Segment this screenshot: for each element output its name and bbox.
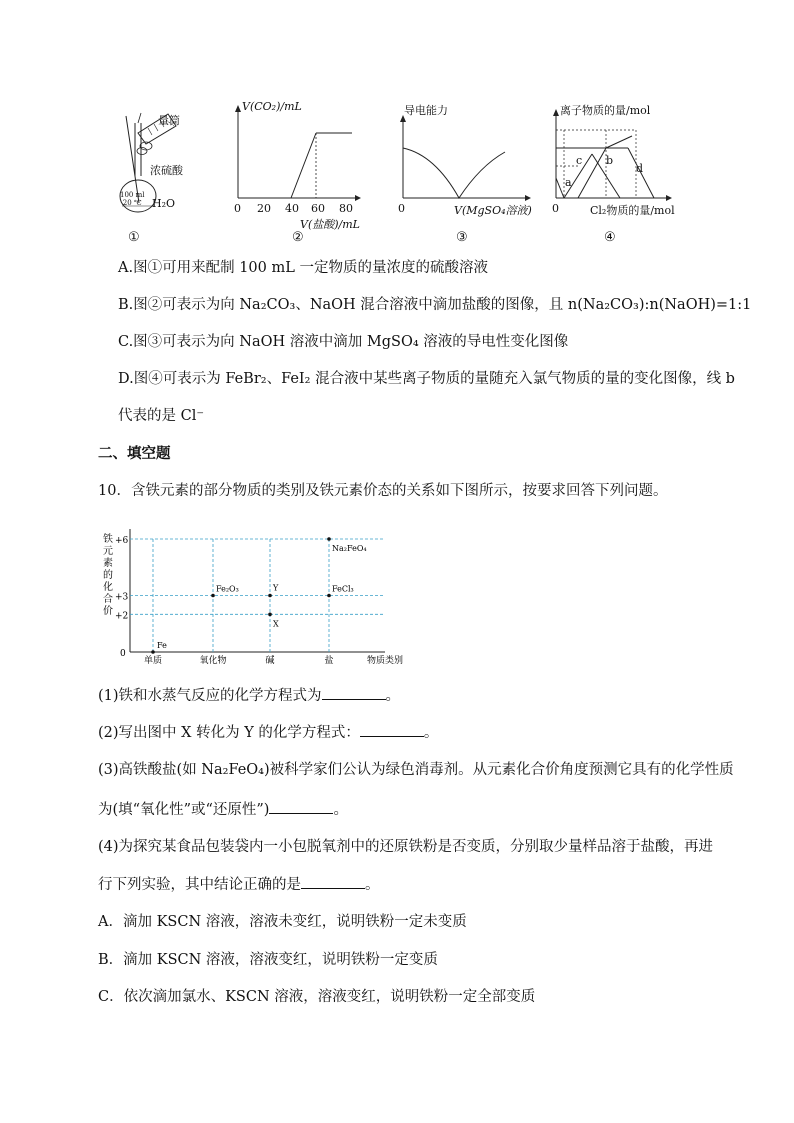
q10-part2-text: (2)写出图中 X 转化为 Y 的化学方程式： [98,725,360,741]
y-axis-label-char: 化 [103,582,113,593]
answer-blank-1[interactable] [322,685,386,700]
category-label: 碱 [265,656,275,666]
q10-option-b: B．滴加 KSCN 溶液，溶液变红，说明铁粉一定变质 [98,952,438,968]
fig2-xlabel: V(盐酸)/mL [300,218,360,231]
y-tick-label: +6 [115,536,129,546]
q10-part4-text: 行下列实验，其中结论正确的是 [98,877,301,893]
q10-part2: (2)写出图中 X 转化为 Y 的化学方程式： 。 [98,722,438,743]
point-label: Y [273,583,279,593]
q10-part3-line2: 为(填“氧化性”或“还原性”) 。 [98,799,348,820]
q10-part3-line1: (3)高铁酸盐(如 Na₂FeO₄)被科学家们公认为绿色消毒剂。从元素化合价角度预测它具有的化学性质 [98,762,734,778]
fig4-curve-a: a [565,176,572,189]
y-axis-label-char: 价 [103,606,113,617]
fig2-tick-80: 80 [339,202,353,215]
fig2-tick-0: 0 [234,202,241,215]
answer-blank-4[interactable] [301,874,365,889]
fig2-tick-60: 60 [311,202,325,215]
figure-number-4: ④ [604,230,616,245]
x-axis-label: 物质类别 [366,656,404,666]
category-label: 单质 [143,656,163,666]
fig4-origin: 0 [552,202,559,215]
point-label: FeCl₃ [332,584,354,594]
figure-number-1: ① [128,230,140,245]
y-axis-label-char: 的 [103,570,113,581]
point-label: Na₂FeO₄ [332,544,367,553]
answer-blank-2[interactable] [360,722,424,737]
fig2-ylabel: V(CO₂)/mL [242,100,302,113]
option-b-q9: B.图②可表示为向 Na₂CO₃、NaOH 混合溶液中滴加盐酸的图像，且 n(Na₂CO₃):n(NaOH)=1:1 [118,297,752,313]
fig1-flask-text: 100 ml 20 ℃ [120,191,145,207]
q10-valence-chart [95,522,415,667]
point-label: Fe [157,641,167,650]
q10-part1: (1)铁和水蒸气反应的化学方程式为 。 [98,685,400,706]
q10-option-a: A．滴加 KSCN 溶液，溶液未变红，说明铁粉一定未变质 [98,914,467,930]
option-d-q9-line2: 代表的是 Cl⁻ [118,408,204,424]
y-axis-label-char: 合 [103,594,113,605]
fig2-tick-40: 40 [285,202,299,215]
fig1-label-acid: 浓硫酸 [150,164,183,177]
y-axis-label-char: 素 [103,558,113,569]
option-c-q9: C.图③可表示为向 NaOH 溶液中滴加 MgSO₄ 溶液的导电性变化图像 [118,334,569,350]
y-axis-label-char: 铁 [103,534,113,545]
q10-part1-text: (1)铁和水蒸气反应的化学方程式为 [98,688,322,704]
data-point [268,594,272,598]
data-point [327,537,331,541]
data-point [268,613,272,617]
fig2-tick-20: 20 [257,202,271,215]
answer-blank-3[interactable] [269,799,333,814]
fig3-xlabel: V(MgSO₄溶液) [454,204,532,217]
fig4-ylabel: 离子物质的量/mol [560,104,651,117]
point-label: X [273,619,279,629]
figure-number-2: ② [292,230,304,245]
option-a-q9: A.图①可用来配制 100 mL 一定物质的量浓度的硫酸溶液 [118,260,488,276]
fig4-curve-c: c [576,154,583,167]
q10-stem: 10．含铁元素的部分物质的类别及铁元素价态的关系如下图所示，按要求回答下列问题。 [98,483,668,499]
figure-number-3: ③ [456,230,468,245]
fig3-origin: 0 [398,202,405,215]
category-label: 盐 [324,656,334,666]
fig1-label-water: H₂O [152,197,176,210]
fig4-curve-b: b [606,154,614,167]
fig4-curve-d: d [636,162,644,175]
data-point [151,650,155,654]
fig1-label-cylinder: 量筒 [158,114,180,127]
q10-part3-text: 为(填“氧化性”或“还原性”) [98,802,270,818]
section-heading: 二、填空题 [98,445,171,462]
q10-option-c: C．依次滴加氯水、KSCN 溶液，溶液变红，说明铁粉一定全部变质 [98,989,536,1005]
category-label: 氧化物 [199,656,227,666]
y-tick-label: +2 [115,611,129,622]
fig4-xlabel: Cl₂物质的量/mol [590,204,675,217]
option-d-q9-line1: D.图④可表示为 FeBr₂、FeI₂ 混合液中某些离子物质的量随充入氯气物质的量的变化图像，线 b [118,371,735,387]
q10-part4-line2: 行下列实验，其中结论正确的是 。 [98,874,380,895]
fig3-ylabel: 导电能力 [404,104,448,117]
q10-part4-line1: (4)为探究某食品包装袋内一小包脱氧剂中的还原铁粉是否变质，分别取少量样品溶于盐酸，再进 [98,839,714,855]
data-point [211,594,215,598]
y-tick-label: +3 [115,592,129,603]
point-label: Fe₂O₃ [216,584,239,594]
y-tick-label: 0 [120,649,126,659]
y-axis-label-char: 元 [103,546,113,557]
data-point [327,594,331,598]
